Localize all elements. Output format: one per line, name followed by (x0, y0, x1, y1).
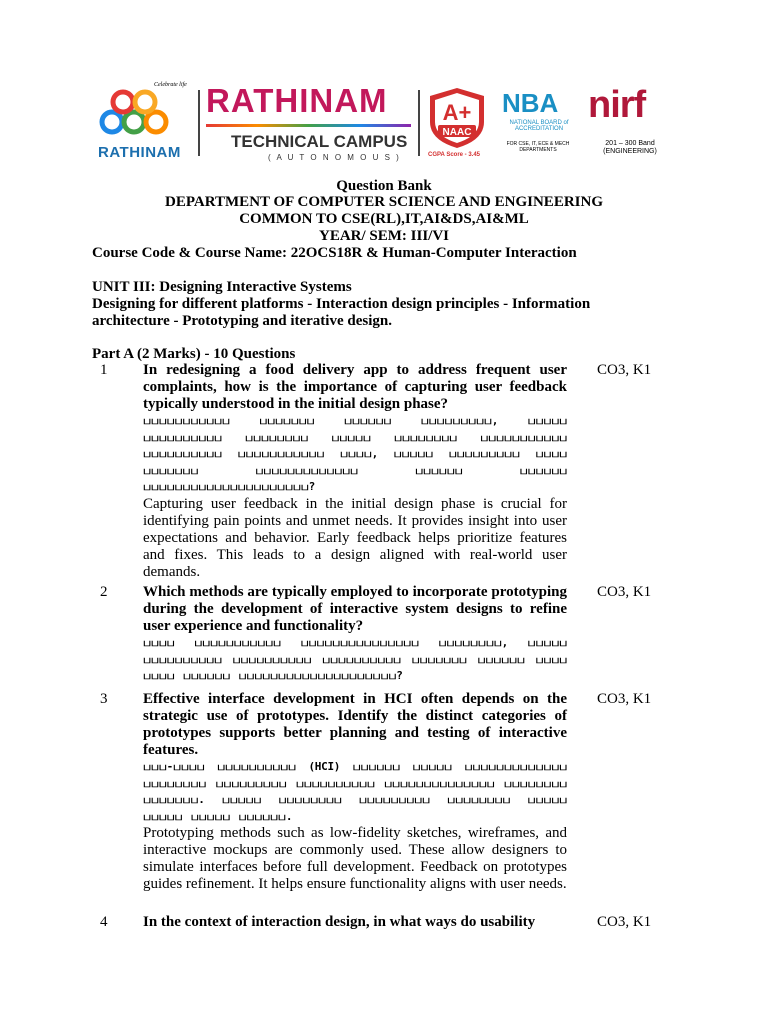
page-title: Question Bank (336, 178, 432, 194)
question-text: In the context of interaction design, in what ways do usability (143, 914, 536, 930)
unit-topics-line-1: Designing for different platforms - Interaction design principles - Information (92, 296, 591, 312)
question-number: 4 (100, 914, 108, 930)
rathinam-tagline: Celebrate life (154, 82, 187, 88)
course-heading: Course Code & Course Name: 22OCS18R & Human-Computer Interaction (92, 245, 577, 261)
rathinam-logo (98, 82, 194, 164)
technical-campus-logo (206, 82, 416, 162)
nirf-mark: nirf (588, 84, 646, 126)
logo-divider (198, 90, 200, 156)
nba-logo (502, 88, 574, 166)
question-number: 3 (100, 691, 108, 707)
answer-text: Prototyping methods such as low-fidelity sketches, wireframes, and interactive mockups are commonly used. These allow designers to simulate interfaces before full development. Feedback on prototypes guides refinement. It helps ensure functionality aligns with user needs. (143, 825, 567, 892)
co-level: CO3, K1 (597, 362, 652, 378)
question-body (143, 362, 567, 581)
common-to-heading: COMMON TO CSE(RL),IT,AI&DS,AI&ML (239, 211, 529, 227)
campus-color-bar (206, 124, 411, 127)
question-text: Which methods are typically employed to incorporate prototyping during the development of interactive system designs to refine user experience and functionality? (143, 584, 567, 634)
question-body (143, 691, 567, 893)
naac-score: CGPA Score - 3.45 (428, 152, 481, 158)
question-text: In redesigning a food delivery app to address frequent user complaints, how is the importance of capturing user feedback typically understood in the initial design phase? (143, 362, 567, 412)
naac-badge (426, 86, 492, 164)
question-text-tamil: பபபப பபபபபபபபபபப பபபபபபபபபபபபபபப பபபபபபபப, பபபபப பபபபபபபபபப பபபபபபபபபப பபபபபபபபபப பபபபபபப பபபபபப பபபப பபபப பபபபபப பபபபபபபபபபபபபபபபபபபப? (143, 636, 567, 682)
question-text: Effective interface development in HCI often depends on the strategic use of prototypes. Identify the distinct categories of prototypes supports better planning and testing of interactive features. (143, 691, 567, 758)
campus-subtitle: TECHNICAL CAMPUS (231, 132, 408, 151)
naac-label: NAAC (442, 127, 472, 138)
nirf-band: 201 – 300 Band (ENGINEERING) (603, 140, 657, 155)
nirf-logo (586, 84, 670, 166)
logo-divider (418, 90, 420, 156)
campus-autonomous: ( A U T O N O M O U S ) (268, 153, 401, 162)
co-level: CO3, K1 (597, 584, 652, 600)
logo-bar (98, 80, 670, 170)
co-level: CO3, K1 (597, 914, 652, 930)
rathinam-wordmark: RATHINAM (98, 144, 181, 161)
question-body (143, 914, 567, 931)
unit-title: UNIT III: Designing Interactive Systems (92, 279, 352, 295)
department-heading: DEPARTMENT OF COMPUTER SCIENCE AND ENGINEERING (165, 194, 603, 210)
answer-text: Capturing user feedback in the initial design phase is crucial for identifying pain points and unmet needs. It provides insight into user expectations and behavior. Early feedback helps prioritize features and fixes. This leads to a design aligned with real-world user demands. (143, 495, 567, 580)
question-number: 1 (100, 362, 108, 378)
nba-departments: FOR CSE, IT, ECE & MECH DEPARTMENTS (506, 141, 570, 153)
naac-shield-icon (426, 86, 488, 150)
nba-mark: NBA (502, 88, 559, 118)
rathinam-rings-icon (98, 82, 172, 144)
question-text-tamil: பபபபபபபபபபப பபபபபபப பபபபபப பபபபபபபபப, பபபபப பபபபபபபபபப பபபபபபபப பபபபப பபபபபபபப பபபபபபபபபபப பபபபபபபபபப பபபபபபபபபபப பபபப, பபபபப பபபபபபபபப பபபப பபபபபபப பபபபபபபபபபபபப பபபபபப பபபபபப பபபபபபபபபபபபபபபபபபபபப? (143, 414, 567, 493)
question-body (143, 584, 567, 685)
question-text-tamil: பபப-பபபப பபபபபபபபபப (HCI) பபபபபப பபபபப பபபபபபபபபபபபப பபபபபபபப பபபபபபபபப பபபபபபபபபப பபபபபபபபபபபபபப பபபபபபபப பபபபபபப. பபபபப பபபபபபபப பபபபபபபபப பபபபபபபப பபபபப பபபபப பபபபப பபபபபப. (143, 760, 567, 823)
year-sem-heading: YEAR/ SEM: III/VI (318, 228, 450, 244)
co-level: CO3, K1 (597, 691, 652, 707)
unit-topics-line-2: architecture - Prototyping and iterative design. (92, 313, 392, 329)
campus-name: RATHINAM (206, 82, 388, 119)
part-a-heading: Part A (2 Marks) - 10 Questions (92, 346, 296, 362)
naac-grade: A+ (442, 100, 472, 125)
question-number: 2 (100, 584, 108, 600)
nba-full-name: NATIONAL BOARD of ACCREDITATION (509, 120, 569, 133)
